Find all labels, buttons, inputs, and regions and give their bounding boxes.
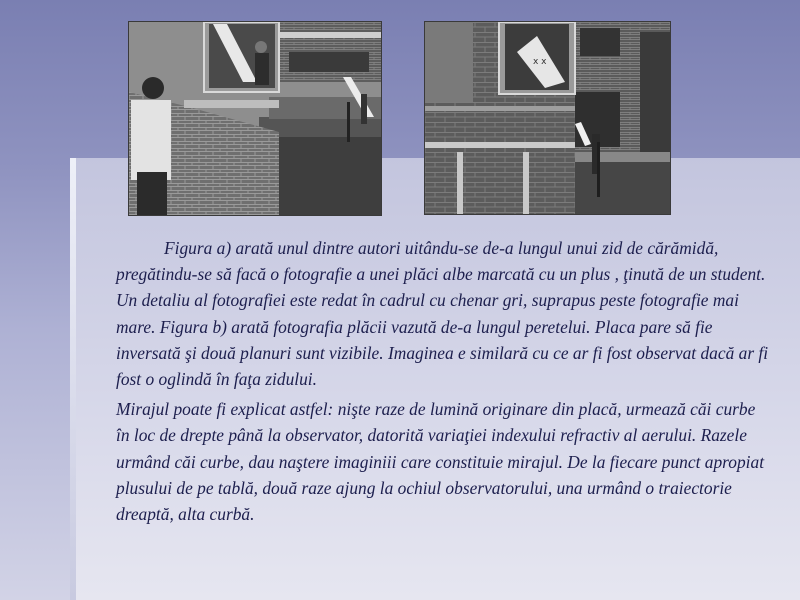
paragraph-mirage-explanation: Mirajul poate fi explicat astfel: nişte raze de lumină originare din placă, urmează căi curbe în loc de drepte până la observator, datorită variaţiei indexului refractiv al aerului. Razele urmând căi curbe, dau naştere imaginiii care constituie mirajul. De la fiecare punct apropiat plusului de pe tablă, două raze ajung la ochiul observatorului, una urmând o traiectorie dreaptă, alta curbă. bbox=[116, 399, 765, 525]
body-text bbox=[116, 235, 771, 527]
paragraph-figure-description: Figura a) arată unul dintre autori uitându-se de-a lungul unui zid de cărămidă, pregătindu-se să facă o fotografie a unei plăci albe marcată cu un plus , ţinută de un student. Un detaliu al fotografiei este redat în cadrul cu chenar gri, suprapus peste fotografie mai mare. Figura b) arată fotografia plăcii vazută de-a lungul peretelui. Placa pare să fie inversată şi două planuri sunt vizibile. Imaginea e similară cu ce ar fi fost observat dacă ar fi fost o oglindă în faţa zidului. bbox=[116, 238, 769, 390]
panel-edge-highlight bbox=[70, 158, 76, 600]
figure-b-image bbox=[425, 22, 670, 214]
figure-b-photo bbox=[425, 22, 670, 214]
figure-a-photo bbox=[129, 22, 381, 215]
svg-text:x x: x x bbox=[533, 57, 547, 67]
figure-a-image bbox=[129, 22, 381, 215]
